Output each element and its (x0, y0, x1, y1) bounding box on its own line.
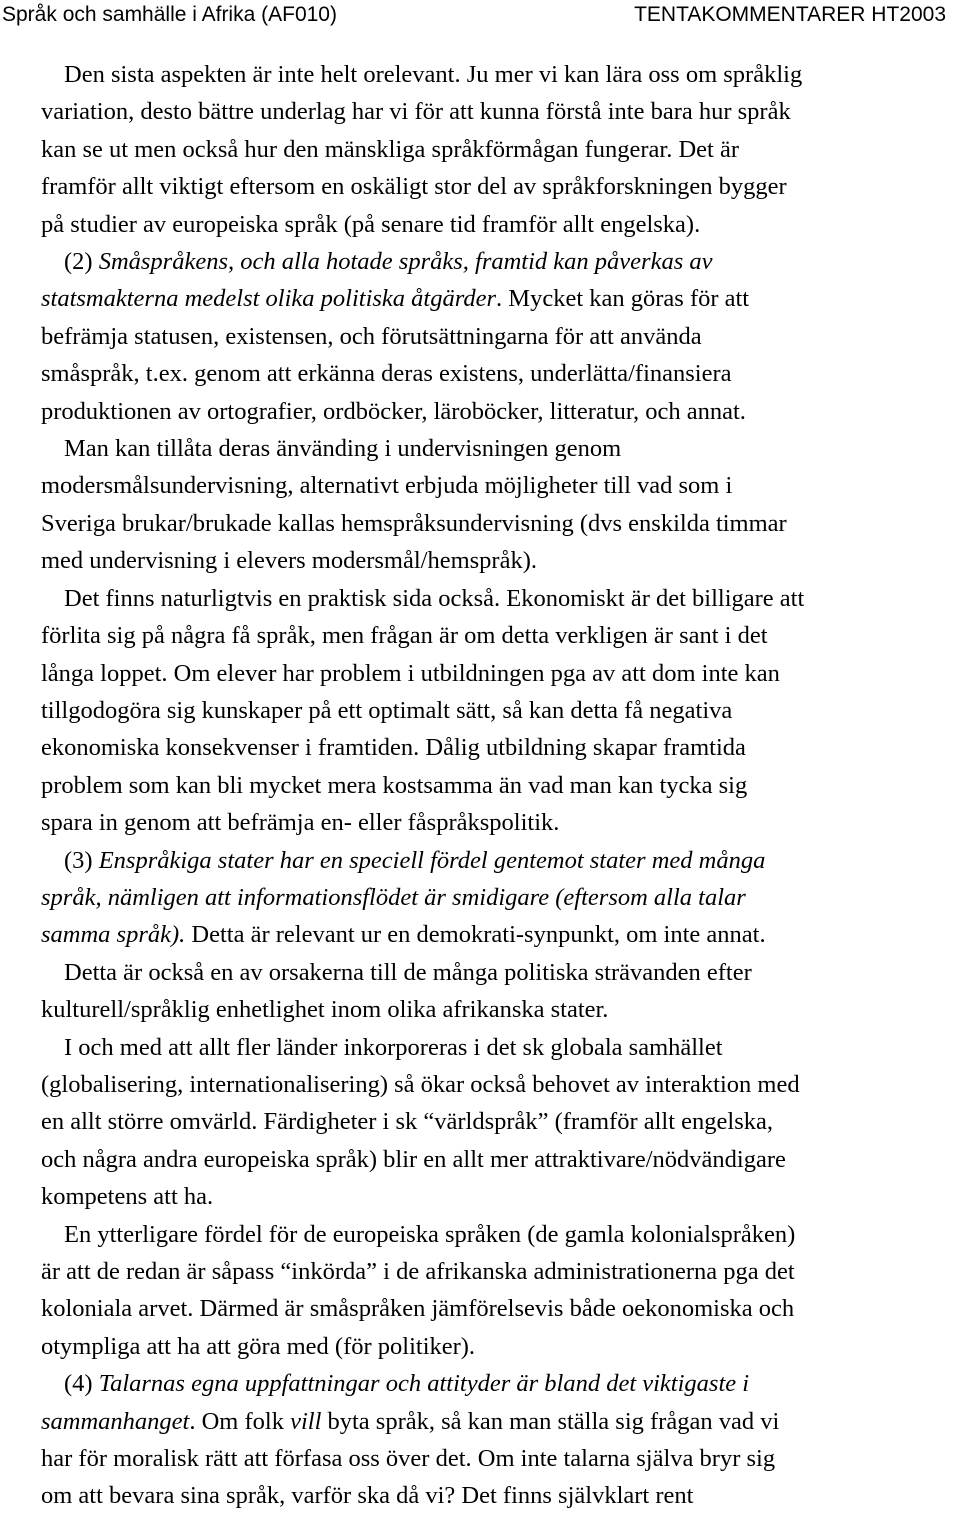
text-line: Den sista aspekten är inte helt orelevant. Ju mer vi kan lära oss om språklig (64, 61, 803, 88)
text-segment: byta språk, så kan man ställa sig frågan vad vi (321, 1407, 780, 1435)
text-line (41, 243, 946, 280)
text-line: (globalisering, internationalisering) så ökar också behovet av interaktion med (41, 1070, 800, 1098)
text-line: variation, desto bättre underlag har vi för att kunna förstå inte bara hur språk (41, 98, 791, 126)
text-line: framför allt viktigt eftersom en oskäligt stor del av språkforskningen bygger (41, 173, 787, 201)
text-line: kan se ut men också hur den mänskliga språkförmågan fungerar. Det är (41, 135, 740, 163)
text-line: långa loppet. Om elever har problem i utbildningen pga av att dom inte kan (41, 659, 780, 687)
text-line: och några andra europeiska språk) blir en allt mer attraktivare/nödvändigare (41, 1145, 786, 1173)
emphasis-text: vill (290, 1407, 322, 1435)
text-line: spara in genom att befrämja en- eller fåspråkspolitik. (41, 809, 560, 837)
text-line: Det finns naturligtvis en praktisk sida också. Ekonomiskt är det billigare att (64, 584, 805, 612)
text-line (41, 916, 946, 953)
emphasis-text: språk, nämligen att informationsflödet är smidigare (eftersom alla talar (41, 883, 746, 911)
text-line: om att bevara sina språk, varför ska då vi? Det finns självklart rent (41, 1482, 694, 1510)
text-line: I och med att allt fler länder inkorporeras i det sk globala samhället (64, 1033, 723, 1061)
document-body (41, 56, 946, 1515)
text-line: ekonomiska konsekvenser i framtiden. Dålig utbildning skapar framtida (41, 734, 746, 762)
emphasis-text: sammanhanget (41, 1407, 190, 1435)
emphasis-text: Talarnas egna uppfattningar och attityder är bland det viktigaste i (98, 1370, 750, 1398)
text-line: kompetens att ha. (41, 1183, 214, 1211)
text-line: tillgodogöra sig kunskaper på ett optimalt sätt, så kan detta få negativa (41, 696, 733, 724)
text-line: En ytterligare fördel för de europeiska språken (de gamla kolonialspråken) (64, 1220, 796, 1248)
text-line: problem som kan bli mycket mera kostsamma än vad man kan tycka sig (41, 771, 748, 799)
emphasis-text: samma språk). (41, 921, 186, 949)
text-line (41, 1403, 946, 1440)
text-line: småspråk, t.ex. genom att erkänna deras existens, underlätta/finansiera (41, 360, 732, 388)
text-line: förlita sig på några få språk, men frågan är om detta verkligen är sant i det (41, 622, 768, 650)
item-number: (2) (64, 248, 99, 276)
text-line (41, 280, 946, 317)
text-line: befrämja statusen, existensen, och förutsättningarna för att använda (41, 322, 702, 350)
text-line: en allt större omvärld. Färdigheter i sk “världspråk” (framför allt engelska, (41, 1108, 774, 1136)
text-segment: Detta är relevant ur en demokrati-synpunkt, om inte annat. (185, 921, 766, 949)
item-number: (4) (64, 1370, 99, 1398)
text-line: med undervisning i elevers modersmål/hemspråk). (41, 547, 537, 575)
emphasis-text: statsmakterna medelst olika politiska åtgärder (41, 285, 497, 313)
course-title: Språk och samhälle i Afrika (AF010) (2, 3, 337, 26)
page-header (0, 0, 960, 34)
text-segment: . Mycket kan göras för att (496, 285, 750, 313)
text-line: produktionen av ortografier, ordböcker, läroböcker, litteratur, och annat. (41, 397, 746, 425)
text-line: kulturell/språklig enhetlighet inom olika afrikanska stater. (41, 996, 609, 1024)
text-line: modersmålsundervisning, alternativt erbjuda möjligheter till vad som i (41, 472, 733, 500)
text-line: koloniala arvet. Därmed är småspråken jämförelsevis både oekonomiska och (41, 1295, 795, 1323)
text-line: har för moralisk rätt att förfasa oss över det. Om inte talarna själva bryr sig (41, 1445, 776, 1473)
emphasis-text: Enspråkiga stater har en speciell fördel gentemot stater med många (98, 846, 766, 874)
text-line: otympliga att ha att göra med (för politiker). (41, 1332, 476, 1360)
text-line (41, 1365, 946, 1402)
item-number: (3) (64, 846, 99, 874)
text-line (41, 842, 946, 879)
text-line: Detta är också en av orsakerna till de många politiska strävanden efter (64, 958, 752, 986)
text-line: Man kan tillåta deras änvänding i undervisningen genom (64, 435, 622, 463)
text-line (41, 879, 946, 916)
emphasis-text: Småspråkens, och alla hotade språks, framtid kan påverkas av (98, 248, 713, 276)
text-line: Sveriga brukar/brukade kallas hemspråksundervisning (dvs enskilda timmar (41, 509, 787, 537)
document-title: TENTAKOMMENTARER HT2003 (634, 3, 946, 26)
text-line: är att de redan är såpass “inkörda” i de afrikanska administrationerna pga det (41, 1258, 795, 1285)
text-segment: . Om folk (189, 1407, 291, 1435)
text-line: på studier av europeiska språk (på senare tid framför allt engelska). (41, 210, 701, 238)
